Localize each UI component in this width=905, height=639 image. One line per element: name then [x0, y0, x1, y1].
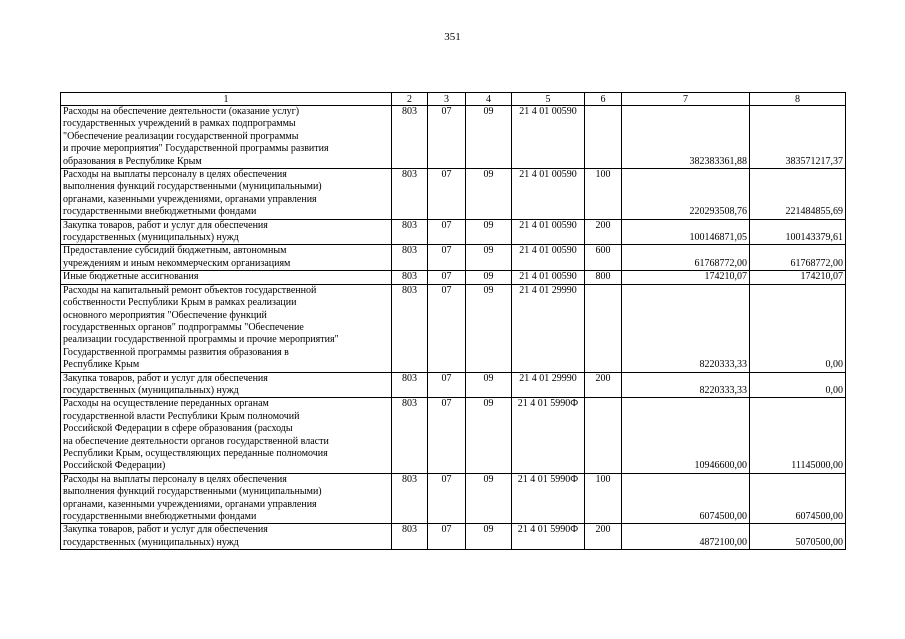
subsection-code: 09	[466, 372, 512, 398]
expense-name	[61, 219, 392, 245]
expense-name-line: основного мероприятия "Обеспечение функций	[63, 309, 267, 321]
amount-year-1: 10946600,00	[622, 398, 750, 473]
expense-name	[61, 372, 392, 398]
amount-year-2: 6074500,00	[750, 473, 846, 524]
page-number: 351	[444, 31, 461, 43]
amount-year-2: 0,00	[750, 372, 846, 398]
amount-year-2: 5070500,00	[750, 524, 846, 550]
amount-year-1: 220293508,76	[622, 169, 750, 220]
table-row	[61, 372, 846, 398]
header-cell-3: 3	[428, 93, 466, 106]
expense-name-line: Закупка товаров, работ и услуг для обеспечения	[63, 219, 268, 231]
section-code: 07	[428, 245, 466, 271]
grbs-code: 803	[392, 245, 428, 271]
expense-name	[61, 398, 392, 473]
table-row	[61, 284, 846, 372]
expense-name-line: Расходы на выплаты персоналу в целях обеспечения	[63, 473, 287, 485]
expense-name-line: Расходы на выплаты персоналу в целях обеспечения	[63, 169, 287, 181]
expense-name-line: Расходы на обеспечение деятельности (оказание услуг)	[63, 106, 300, 117]
expense-name-line: государственных (муниципальных) нужд	[63, 384, 239, 396]
expense-type-code: 200	[585, 524, 622, 550]
table-row	[61, 398, 846, 473]
target-article-code: 21 4 01 29990	[512, 284, 585, 372]
target-article-code: 21 4 01 29990	[512, 372, 585, 398]
subsection-code: 09	[466, 106, 512, 169]
budget-table	[60, 92, 846, 550]
expense-name-line: "Обеспечение реализации государственной программы	[63, 130, 299, 142]
table-row	[61, 524, 846, 550]
expense-name	[61, 524, 392, 550]
subsection-code: 09	[466, 524, 512, 550]
subsection-code: 09	[466, 245, 512, 271]
header-cell-1: 1	[61, 93, 392, 106]
table-row	[61, 245, 846, 271]
amount-year-2: 100143379,61	[750, 219, 846, 245]
expense-name	[61, 284, 392, 372]
amount-year-1: 100146871,05	[622, 219, 750, 245]
section-code: 07	[428, 524, 466, 550]
amount-year-2: 174210,07	[750, 271, 846, 284]
grbs-code: 803	[392, 284, 428, 372]
amount-year-2: 221484855,69	[750, 169, 846, 220]
amount-year-1: 6074500,00	[622, 473, 750, 524]
subsection-code: 09	[466, 219, 512, 245]
expense-name-line: Республики Крым, осуществляющих переданные полномочия	[63, 447, 328, 459]
subsection-code: 09	[466, 473, 512, 524]
expense-name-line: Расходы на капитальный ремонт объектов государственной	[63, 284, 317, 296]
amount-year-2: 383571217,37	[750, 106, 846, 169]
amount-year-1: 8220333,33	[622, 284, 750, 372]
expense-name-line: учреждениям и иным некоммерческим организациям	[63, 257, 291, 269]
table-row	[61, 106, 846, 169]
grbs-code: 803	[392, 372, 428, 398]
expense-name-line: выполнения функций государственными (муниципальными)	[63, 486, 322, 498]
expense-type-code: 200	[585, 372, 622, 398]
expense-name-line: выполнения функций государственными (муниципальными)	[63, 181, 322, 193]
amount-year-1: 174210,07	[622, 271, 750, 284]
table-row	[61, 219, 846, 245]
section-code: 07	[428, 219, 466, 245]
grbs-code: 803	[392, 271, 428, 284]
expense-name	[61, 169, 392, 220]
section-code: 07	[428, 473, 466, 524]
expense-type-code: 600	[585, 245, 622, 271]
expense-name-line: собственности Республики Крым в рамках реализации	[63, 297, 297, 309]
expense-name-line: государственных органов" подпрограммы "Обеспечение	[63, 321, 304, 333]
expense-name-line: государственных (муниципальных) нужд	[63, 232, 239, 244]
expense-name-line: Российской Федерации в сфере образования (расходы	[63, 423, 293, 435]
target-article-code: 21 4 01 5990Ф	[512, 398, 585, 473]
amount-year-2: 61768772,00	[750, 245, 846, 271]
amount-year-2: 0,00	[750, 284, 846, 372]
target-article-code: 21 4 01 00590	[512, 245, 585, 271]
grbs-code: 803	[392, 106, 428, 169]
target-article-code: 21 4 01 5990Ф	[512, 524, 585, 550]
amount-year-1: 382383361,88	[622, 106, 750, 169]
expense-name-line: на обеспечение деятельности органов государственной власти	[63, 435, 329, 447]
amount-year-1: 61768772,00	[622, 245, 750, 271]
expense-name-line: Российской Федерации)	[63, 460, 166, 472]
target-article-code: 21 4 01 5990Ф	[512, 473, 585, 524]
header-cell-4: 4	[466, 93, 512, 106]
amount-year-2: 11145000,00	[750, 398, 846, 473]
subsection-code: 09	[466, 398, 512, 473]
expense-type-code: 800	[585, 271, 622, 284]
section-code: 07	[428, 398, 466, 473]
expense-type-code	[585, 398, 622, 473]
header-cell-8: 8	[750, 93, 846, 106]
header-cell-6: 6	[585, 93, 622, 106]
expense-name-line: образования в Республике Крым	[63, 155, 202, 167]
expense-name-line: Иные бюджетные ассигнования	[63, 271, 199, 283]
expense-name-line: государственных (муниципальных) нужд	[63, 536, 239, 548]
table-header-row	[61, 93, 846, 106]
grbs-code: 803	[392, 169, 428, 220]
section-code: 07	[428, 169, 466, 220]
expense-name-line: государственных учреждений в рамках подпрограммы	[63, 118, 296, 130]
expense-name	[61, 106, 392, 169]
header-cell-2: 2	[392, 93, 428, 106]
expense-name-line: и прочие мероприятия" Государственной программы развития	[63, 143, 329, 155]
subsection-code: 09	[466, 271, 512, 284]
expense-type-code: 200	[585, 219, 622, 245]
expense-name	[61, 271, 392, 284]
section-code: 07	[428, 271, 466, 284]
expense-name-line: Государственной программы развития образования в	[63, 346, 289, 358]
expense-name-line: органами, казенными учреждениями, органами управления	[63, 498, 317, 510]
expense-type-code: 100	[585, 169, 622, 220]
grbs-code: 803	[392, 398, 428, 473]
expense-name-line: государственными внебюджетными фондами	[63, 206, 257, 218]
target-article-code: 21 4 01 00590	[512, 271, 585, 284]
expense-name-line: Расходы на осуществление переданных органам	[63, 398, 269, 410]
expense-name-line: Республике Крым	[63, 359, 140, 371]
table-row	[61, 271, 846, 284]
grbs-code: 803	[392, 219, 428, 245]
section-code: 07	[428, 106, 466, 169]
table-body	[61, 93, 846, 550]
expense-name-line: реализации государственной программы и прочие мероприятия"	[63, 334, 339, 346]
subsection-code: 09	[466, 169, 512, 220]
expense-type-code	[585, 284, 622, 372]
grbs-code: 803	[392, 524, 428, 550]
header-cell-5: 5	[512, 93, 585, 106]
expense-name-line: Предоставление субсидий бюджетным, автономным	[63, 245, 287, 257]
expense-name-line: органами, казенными учреждениями, органами управления	[63, 193, 317, 205]
grbs-code: 803	[392, 473, 428, 524]
expense-name	[61, 473, 392, 524]
table-row	[61, 169, 846, 220]
expense-type-code	[585, 106, 622, 169]
target-article-code: 21 4 01 00590	[512, 106, 585, 169]
target-article-code: 21 4 01 00590	[512, 169, 585, 220]
expense-name-line: Закупка товаров, работ и услуг для обеспечения	[63, 372, 268, 384]
expense-name-line: государственной власти Республики Крым полномочий	[63, 410, 300, 422]
section-code: 07	[428, 372, 466, 398]
header-cell-7: 7	[622, 93, 750, 106]
amount-year-1: 4872100,00	[622, 524, 750, 550]
amount-year-1: 8220333,33	[622, 372, 750, 398]
section-code: 07	[428, 284, 466, 372]
expense-name-line: государственными внебюджетными фондами	[63, 511, 257, 522]
target-article-code: 21 4 01 00590	[512, 219, 585, 245]
expense-type-code: 100	[585, 473, 622, 524]
expense-name	[61, 245, 392, 271]
subsection-code: 09	[466, 284, 512, 372]
table-row	[61, 473, 846, 524]
expense-name-line: Закупка товаров, работ и услуг для обеспечения	[63, 524, 268, 536]
